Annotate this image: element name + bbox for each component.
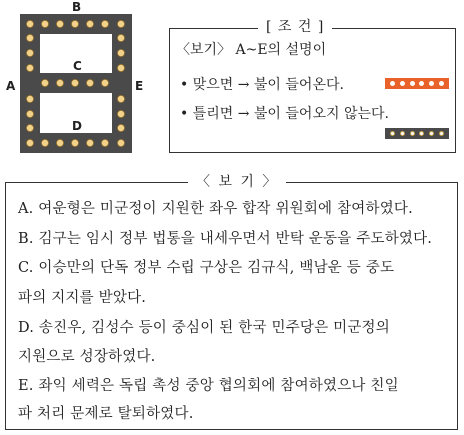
conditions-line-3: • 틀리면 → 불이 들어오지 않는다.	[180, 106, 389, 122]
bogi-item-a: A. 여운형은 미군정이 지원한 좌우 합작 위원회에 참여하였다.	[18, 201, 413, 217]
bulb	[26, 139, 33, 146]
segment-label-e: E	[135, 79, 144, 93]
bogi-item-c: C. 이승만의 단독 정부 수립 구상은 김규식, 백남운 등 중도	[18, 260, 395, 276]
bulb	[101, 20, 108, 27]
bulb	[117, 34, 124, 41]
bogi-item-c-cont: 파의 지지를 받았다.	[18, 290, 147, 306]
bulb	[56, 79, 63, 86]
bulb	[26, 34, 33, 41]
bulb	[71, 139, 78, 146]
bulb	[26, 95, 33, 102]
bulb	[86, 20, 93, 27]
conditions-line-2: • 맞으면 → 불이 들어온다.	[180, 77, 344, 93]
bogi-title: 〈 보 기 〉	[188, 171, 286, 191]
bulb	[41, 139, 48, 146]
bogi-item-e-cont: 파 처리 문제로 탈퇴하였다.	[18, 406, 194, 422]
bulb	[117, 124, 124, 131]
bulb	[117, 110, 124, 117]
bogi-item-b: B. 김구는 임시 정부 법통을 내세우면서 반탁 운동을 주도하였다.	[18, 231, 433, 247]
bogi-item-d-cont: 지원으로 성장하였다.	[18, 349, 156, 365]
conditions-line-1: 〈보기〉 A~E의 설명이	[176, 42, 327, 58]
segment-label-a: A	[6, 79, 16, 93]
led-strip-on	[385, 78, 449, 89]
conditions-title: [ 조 건 ]	[258, 16, 332, 36]
bulb	[117, 49, 124, 56]
bulb	[117, 20, 124, 27]
bulb	[117, 95, 124, 102]
bulb	[56, 139, 63, 146]
bulb	[86, 79, 93, 86]
bogi-item-e: E. 좌익 세력은 독립 촉성 중앙 협의회에 참여하였으나 친일	[18, 378, 399, 394]
bulb	[117, 139, 124, 146]
bulb	[26, 20, 33, 27]
bulb	[26, 64, 33, 71]
bulb	[56, 20, 63, 27]
segment-label-c: C	[73, 59, 82, 73]
bulb	[101, 79, 108, 86]
bulb	[26, 49, 33, 56]
bulb	[71, 79, 78, 86]
segment-label-d: D	[72, 119, 82, 133]
bulb	[41, 20, 48, 27]
bulb	[86, 139, 93, 146]
bulb	[41, 79, 48, 86]
bulb	[101, 139, 108, 146]
bogi-item-d: D. 송진우, 김성수 등이 중심이 된 한국 민주당은 미군정의	[18, 320, 390, 336]
bulb	[71, 20, 78, 27]
bulb	[26, 110, 33, 117]
led-strip-off	[385, 128, 449, 139]
seven-segment-display	[0, 0, 170, 165]
segment-label-b: B	[72, 0, 82, 14]
bulb	[117, 64, 124, 71]
bulb	[26, 124, 33, 131]
